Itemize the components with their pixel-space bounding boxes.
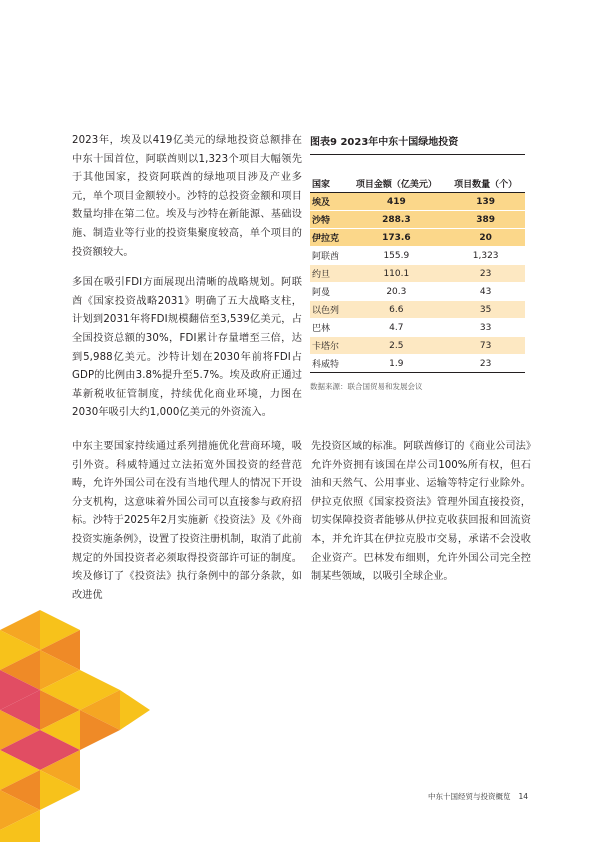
bottom-right-column xyxy=(311,438,531,587)
cell-amount: 419 xyxy=(346,193,446,211)
cell-country: 以色列 xyxy=(310,301,346,319)
table-row xyxy=(310,229,525,247)
cell-amount: 2.5 xyxy=(346,337,446,355)
bottom-left-column xyxy=(72,438,302,605)
table-header-row xyxy=(310,175,525,193)
header-country: 国家 xyxy=(310,175,346,193)
table-row xyxy=(310,337,525,355)
header-amount: 项目金额（亿美元） xyxy=(346,175,446,193)
cell-country: 卡塔尔 xyxy=(310,337,346,355)
cell-amount: 173.6 xyxy=(346,229,446,247)
cell-country: 巴林 xyxy=(310,319,346,337)
cell-amount: 110.1 xyxy=(346,265,446,283)
decorative-pattern xyxy=(0,610,150,842)
cell-count: 139 xyxy=(446,193,525,211)
cell-country: 阿曼 xyxy=(310,283,346,301)
cell-count: 389 xyxy=(446,211,525,229)
cell-country: 埃及 xyxy=(310,193,346,211)
table-row xyxy=(310,211,525,229)
figure-greenfield-investment xyxy=(310,133,525,392)
page-footer xyxy=(428,791,528,802)
cell-count: 73 xyxy=(446,337,525,355)
cell-country: 伊拉克 xyxy=(310,229,346,247)
figure-source: 数据来源：联合国贸易和发展会议 xyxy=(310,382,423,391)
left-column xyxy=(72,132,302,435)
cell-count: 20 xyxy=(446,229,525,247)
table-row xyxy=(310,193,525,211)
investment-table xyxy=(310,175,525,373)
paragraph-reforms: 中东主要国家持续通过系列措施优化营商环境，吸引外资。科威特通过立法拓宽外国投资的经营范畴，允许外国公司在没有当地代理人的情况下开设分支机构，这意味着外国公司可以直接参与政府招标。沙特于2025年2月实施新《投资法》及《外商投资实施条例》，设置了投资注册机制，取消了此前规定的外国投资者必须取得投资部许可证的制度。埃及修订了《投资法》执行条例中的部分条款，如改进优 xyxy=(72,441,302,601)
cell-amount: 20.3 xyxy=(346,283,446,301)
cell-country: 科威特 xyxy=(310,355,346,373)
paragraph-fdi-strategy: 多国在吸引FDI方面展现出清晰的战略规划。阿联酋《国家投资战略2031》明确了五大战略支柱，计划到2031年将FDI规模翻倍至3,539亿美元，占全国投资总额的30%，FDI累计存量增至三倍，达到5,988亿美元。沙特计划在2030年前将FDI占GDP的比例由3.8%提升至5.7%。埃及政府正通过革新税收征管制度，持续优化商业环境，力图在2030年吸引大约1,000亿美元的外资流入。 xyxy=(72,277,302,419)
footer-title: 中东十国经贸与投资概览 xyxy=(428,792,511,801)
figure-title: 图表9 2023年中东十国绿地投资 xyxy=(310,133,525,155)
cell-count: 1,323 xyxy=(446,247,525,265)
cell-amount: 6.6 xyxy=(346,301,446,319)
cell-country: 阿联酋 xyxy=(310,247,346,265)
table-row xyxy=(310,247,525,265)
cell-amount: 155.9 xyxy=(346,247,446,265)
paragraph-reforms-continued: 先投资区域的标准。阿联酋修订的《商业公司法》允许外资拥有该国在岸公司100%所有权，但石油和天然气、公用事业、运输等特定行业除外。伊拉克依照《国家投资法》管理外国直接投资，切实保障投资者能够从伊拉克收获回报和回流资本，并允许其在伊拉克股市交易，承诺不会没收企业资产。巴林发布细则，允许外国公司完全控制某些领域，以吸引全球企业。 xyxy=(311,441,531,583)
cell-count: 23 xyxy=(446,265,525,283)
table-row xyxy=(310,265,525,283)
table-row xyxy=(310,319,525,337)
cell-country: 约旦 xyxy=(310,265,346,283)
deco-shape xyxy=(120,690,150,730)
cell-country: 沙特 xyxy=(310,211,346,229)
cell-count: 33 xyxy=(446,319,525,337)
page-number: 14 xyxy=(518,792,529,801)
table-row xyxy=(310,355,525,373)
paragraph-greenfield: 2023年，埃及以419亿美元的绿地投资总额排在中东十国首位，阿联酋则以1,323个项目大幅领先于其他国家，投资阿联酋的绿地项目涉及产业多元，单个项目金额较小。沙特的总投资金额和项目数量均排在第二位。埃及与沙特在新能源、基础设施、制造业等行业的投资集聚度较高，单个项目的投资额较大。 xyxy=(72,135,302,258)
cell-count: 43 xyxy=(446,283,525,301)
cell-amount: 1.9 xyxy=(346,355,446,373)
table-row xyxy=(310,283,525,301)
cell-count: 23 xyxy=(446,355,525,373)
cell-count: 35 xyxy=(446,301,525,319)
header-count: 项目数量（个） xyxy=(446,175,525,193)
cell-amount: 4.7 xyxy=(346,319,446,337)
table-row xyxy=(310,301,525,319)
cell-amount: 288.3 xyxy=(346,211,446,229)
decorative-triangles xyxy=(0,610,150,842)
